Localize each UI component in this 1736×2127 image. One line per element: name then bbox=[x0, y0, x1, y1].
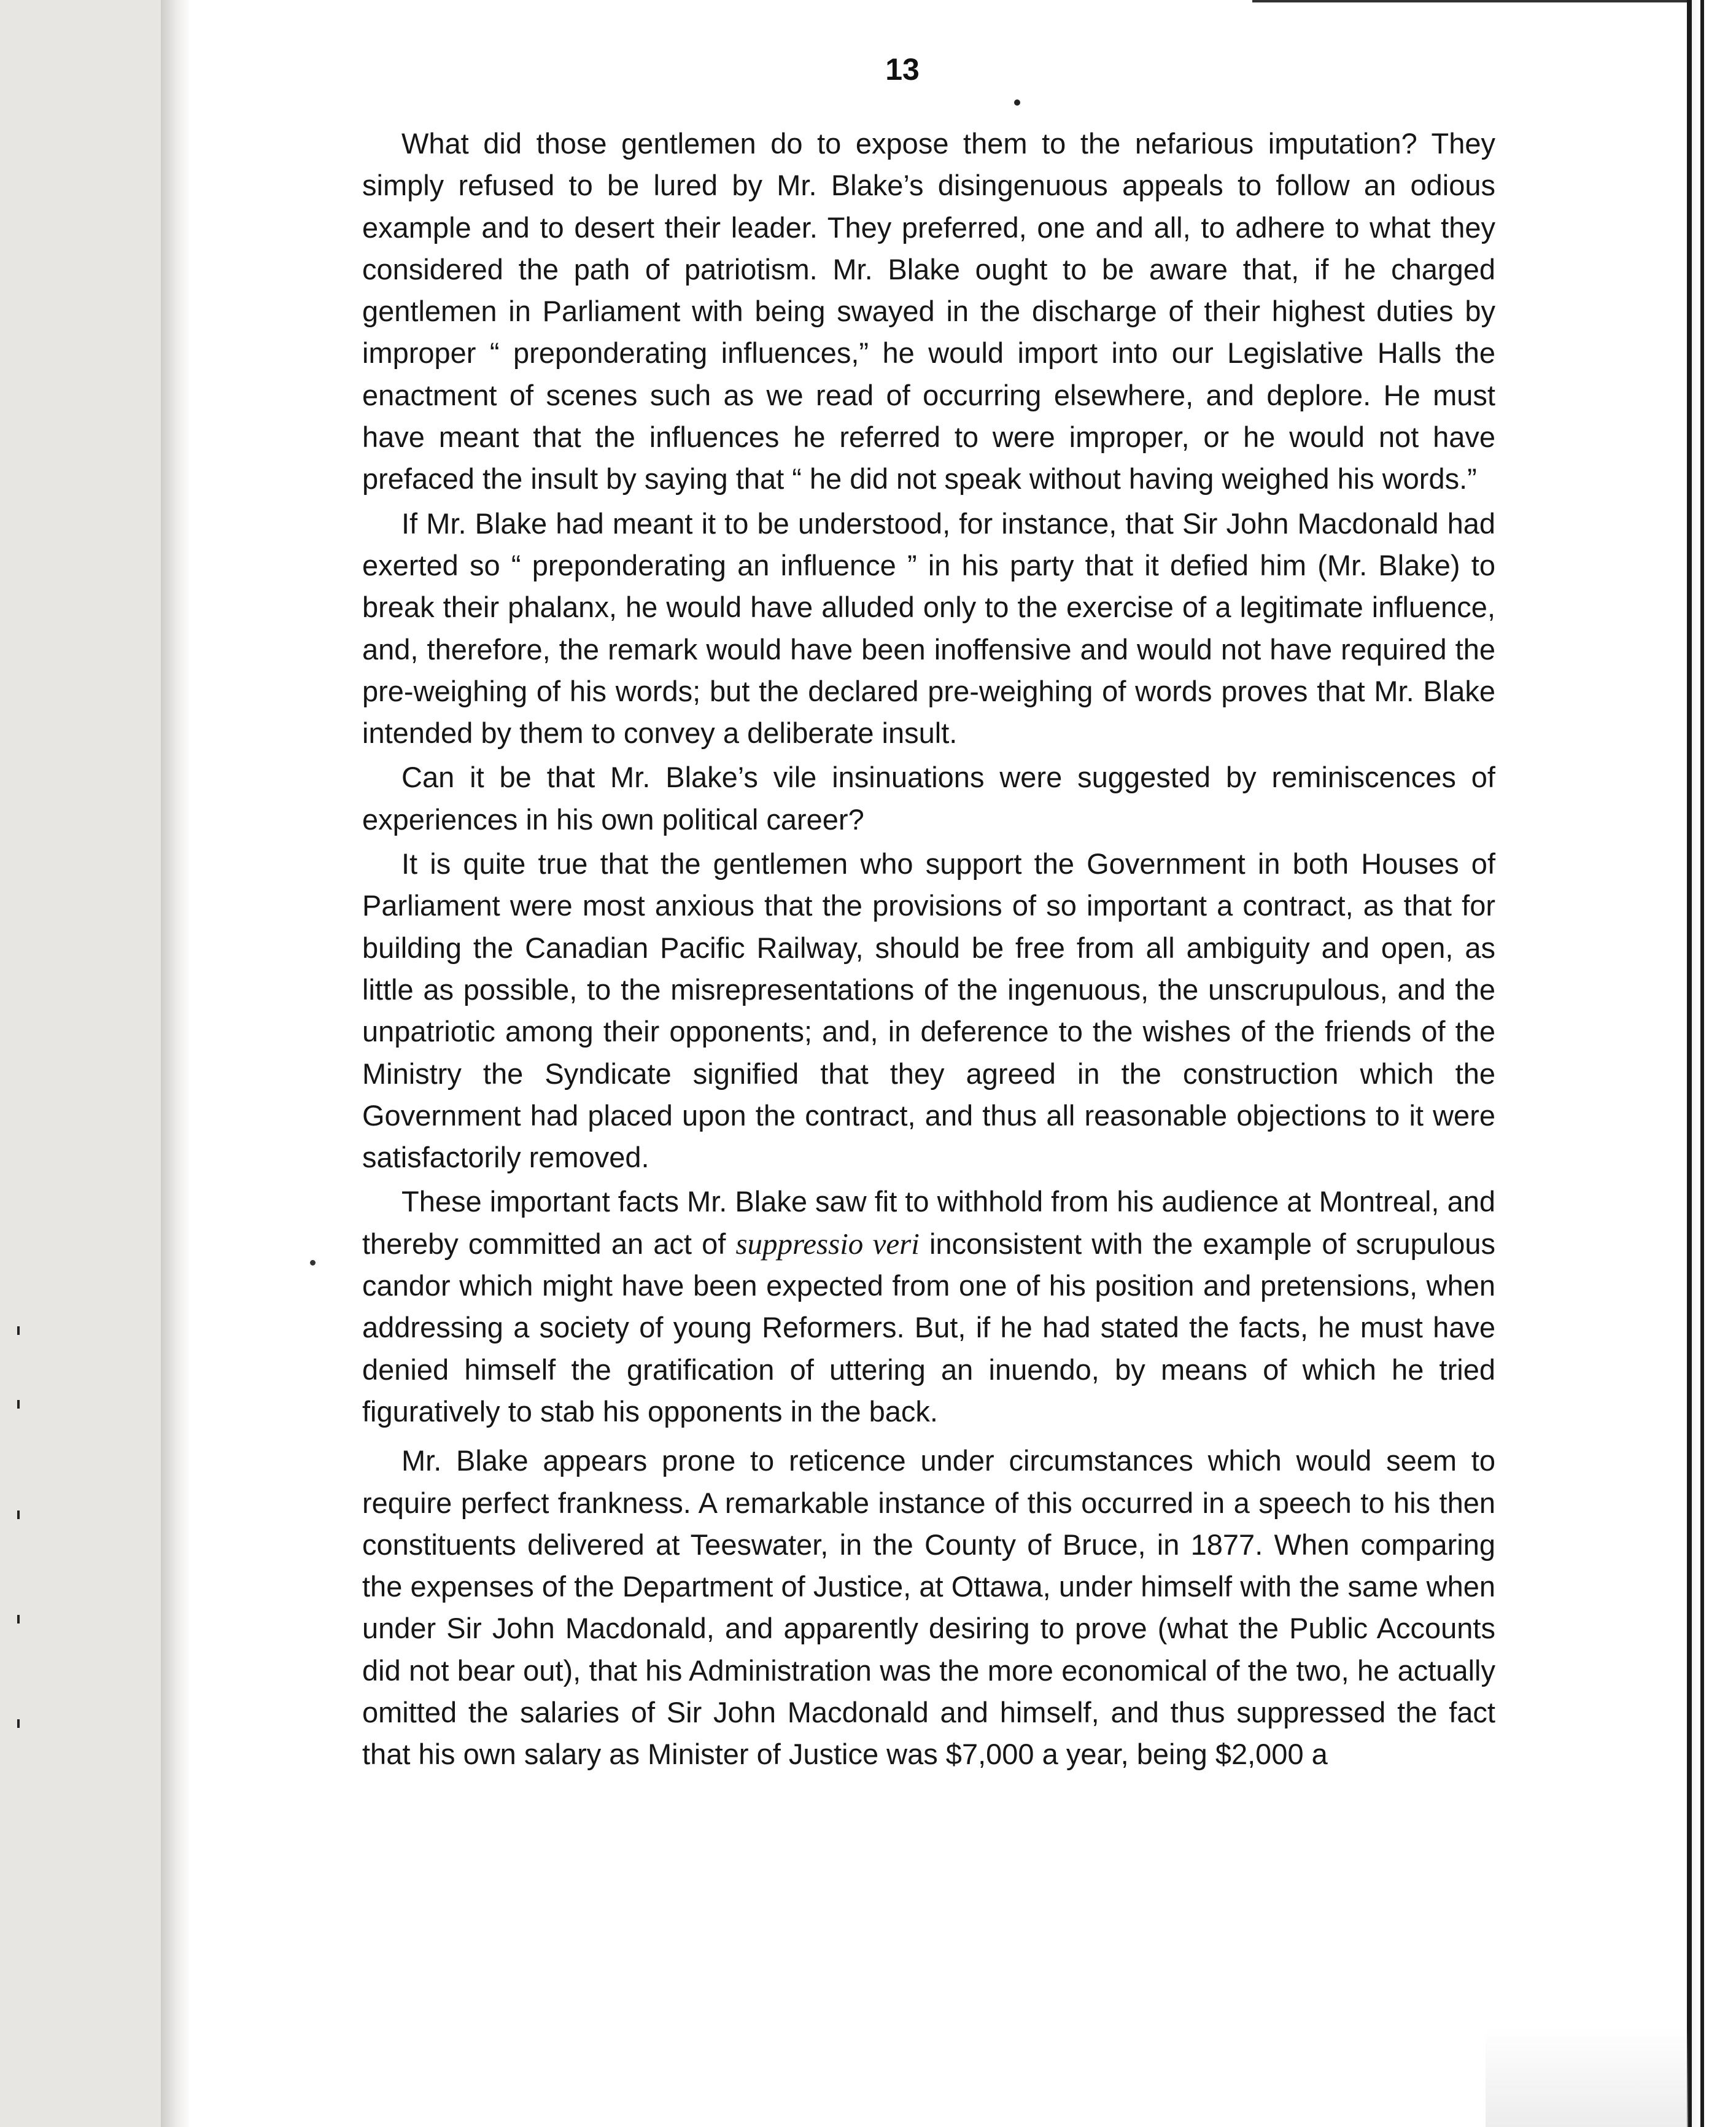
paragraph-5 bbox=[362, 1181, 1495, 1433]
paragraph-1: What did those gentlemen do to expose them to the nefarious imputation? They simply refused to be lured by Mr. Blake’s disingenuous appeals to follow an odious example and to desert their leader. They preferred, one and all, to adhere to what they considered the path of patriotism. Mr. Blake ought to be aware that, if he charged gentlemen in Parliament with being swayed in the discharge of their highest duties by improper “ preponderating influences,” he would import into our Legislative Halls the enactment of scenes such as we read of occurring elsewhere, and deplore. He must have meant that the influences he referred to were improper, or he would not have prefaced the insult by saying that “ he did not speak without having weighed his words.” bbox=[362, 127, 1495, 496]
binding-gutter bbox=[161, 0, 189, 2127]
right-page-edge bbox=[1687, 0, 1692, 2127]
page-number: 13 bbox=[885, 52, 920, 87]
paragraph-6: Mr. Blake appears prone to reticence under circumstances which would seem to require perfect frankness. A remarkable instance of this occurred in a speech to his then constituents delivered at Teeswater, in the County of Bruce, in 1877. When comparing the expenses of the Department of Justice, at Ottawa, under himself with the same when under Sir John Macdonald, and apparently desiring to prove (what the Public Accounts did not bear out), that his Administration was the more economical of the two, he actually omitted the salaries of Sir John Macdonald and himself, and thus suppressed the fact that his own salary as Minister of Justice was $7,000 a year, being $2,000 a bbox=[362, 1444, 1495, 1771]
italic-phrase: suppressio veri bbox=[735, 1226, 920, 1261]
right-page-edge-gap bbox=[1692, 0, 1700, 2127]
page-curl-shadow bbox=[1486, 2026, 1688, 2127]
page-body bbox=[362, 123, 1495, 1778]
paragraph-3: Can it be that Mr. Blake’s vile insinuations were suggested by reminiscences of experiences in his own political career? bbox=[362, 761, 1495, 836]
paragraph-5-lead: These important facts Mr. Blake saw fit to withhold from his audience at Montreal, and thereby committed an act of bbox=[362, 1185, 1495, 1260]
right-margin bbox=[1704, 0, 1736, 2127]
top-edge-line bbox=[1252, 0, 1688, 2]
paragraph-2: If Mr. Blake had meant it to be understood, for instance, that Sir John Macdonald had exerted so “ preponderating an influence ” in his party that it defied him (Mr. Blake) to break their phalanx, he would have alluded only to the exercise of a legitimate influence, and, therefore, the remark would have been inoffensive and would not have required the pre-weighing of his words; but the declared pre-weighing of words proves that Mr. Blake intended by them to convey a deliberate insult. bbox=[362, 507, 1495, 750]
paragraph-5-tail: inconsistent with the example of scrupulous candor which might have been expected from one of his position and pretensions, when addressing a society of young Reformers. But, if he had stated the facts, he must have denied himself the gratification of uttering an inuendo, by means of which he tried figuratively to stab his opponents in the back. bbox=[362, 1227, 1495, 1428]
margin-marks bbox=[17, 1326, 20, 1756]
ink-speck bbox=[1014, 99, 1020, 106]
margin-dot bbox=[310, 1260, 316, 1266]
paragraph-4: It is quite true that the gentlemen who support the Government in both Houses of Parliament were most anxious that the provisions of so important a contract, as that for building the Canadian Pacific Railway, should be free from all ambiguity and open, as little as possible, to the misrepresentations of the ingenuous, the unscrupulous, and the unpatriotic among their opponents; and, in deference to the wishes of the friends of the Ministry the Syndicate signified that they agreed in the construction which the Government had placed upon the contract, and thus all reasonable objections to it were satisfactorily removed. bbox=[362, 847, 1495, 1174]
facing-page-edge bbox=[0, 0, 179, 2127]
